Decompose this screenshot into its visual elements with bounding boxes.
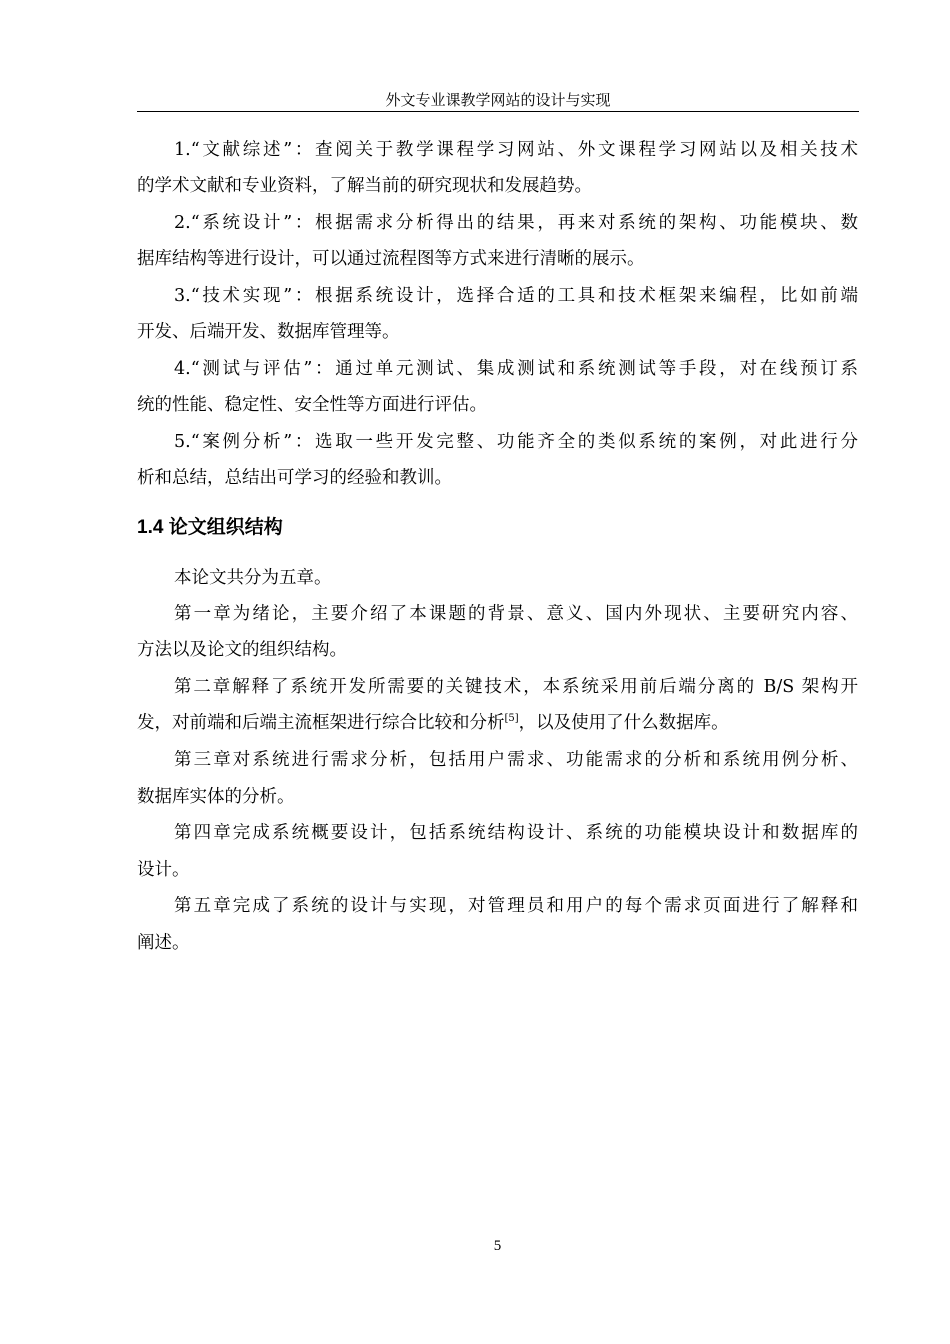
text-line: 开发、后端开发、数据库管理等。 bbox=[137, 322, 400, 342]
text-line: 据库结构等进行设计，可以通过流程图等方式来进行清晰的展示。 bbox=[137, 249, 645, 269]
text-line: 4.“测试与评估”：通过单元测试、集成测试和系统测试等手段，对在线预订系 bbox=[174, 359, 858, 379]
citation-link[interactable]: [5] bbox=[504, 713, 519, 724]
text-line: 阐述。 bbox=[137, 933, 190, 953]
page-number: 5 bbox=[493, 1238, 502, 1254]
paragraph-intro: 本论文共分为五章。 bbox=[174, 568, 332, 588]
header-rule bbox=[137, 111, 859, 112]
text-line: 方法以及论文的组织结构。 bbox=[137, 640, 347, 660]
text-line: 第四章完成系统概要设计，包括系统结构设计、系统的功能模块设计和数据库的 bbox=[174, 823, 858, 843]
text-line: 的学术文献和专业资料，了解当前的研究现状和发展趋势。 bbox=[137, 176, 592, 196]
text-span: ，以及使用了什么数据库。 bbox=[518, 713, 729, 733]
text-line: 数据库实体的分析。 bbox=[137, 787, 295, 807]
text-line: 3.“技术实现”：根据系统设计，选择合适的工具和技术框架来编程，比如前端 bbox=[174, 286, 858, 306]
text-line: 第一章为绪论，主要介绍了本课题的背景、意义、国内外现状、主要研究内容、 bbox=[174, 604, 858, 624]
section-heading: 1.4 论文组织结构 bbox=[137, 517, 283, 538]
text-span: 发，对前端和后端主流框架进行综合比较和分析 bbox=[137, 713, 505, 733]
text-line: 2.“系统设计”：根据需求分析得出的结果，再来对系统的架构、功能模块、数 bbox=[174, 213, 858, 233]
text-line: 第二章解释了系统开发所需要的关键技术，本系统采用前后端分离的 B/S 架构开 bbox=[174, 677, 858, 697]
text-line: 统的性能、稳定性、安全性等方面进行评估。 bbox=[137, 395, 487, 415]
text-line: 5.“案例分析”：选取一些开发完整、功能齐全的类似系统的案例，对此进行分 bbox=[174, 432, 858, 452]
text-line: 第三章对系统进行需求分析，包括用户需求、功能需求的分析和系统用例分析、 bbox=[174, 750, 858, 770]
running-header: 外文专业课教学网站的设计与实现 bbox=[385, 91, 611, 109]
text-line: 设计。 bbox=[137, 860, 190, 880]
text-line: 析和总结，总结出可学习的经验和教训。 bbox=[137, 468, 452, 488]
text-line: 第五章完成了系统的设计与实现，对管理员和用户的每个需求页面进行了解释和 bbox=[174, 896, 858, 916]
text-line: 1.“文献综述”：查阅关于教学课程学习网站、外文课程学习网站以及相关技术 bbox=[174, 140, 858, 160]
text-line bbox=[137, 712, 858, 734]
